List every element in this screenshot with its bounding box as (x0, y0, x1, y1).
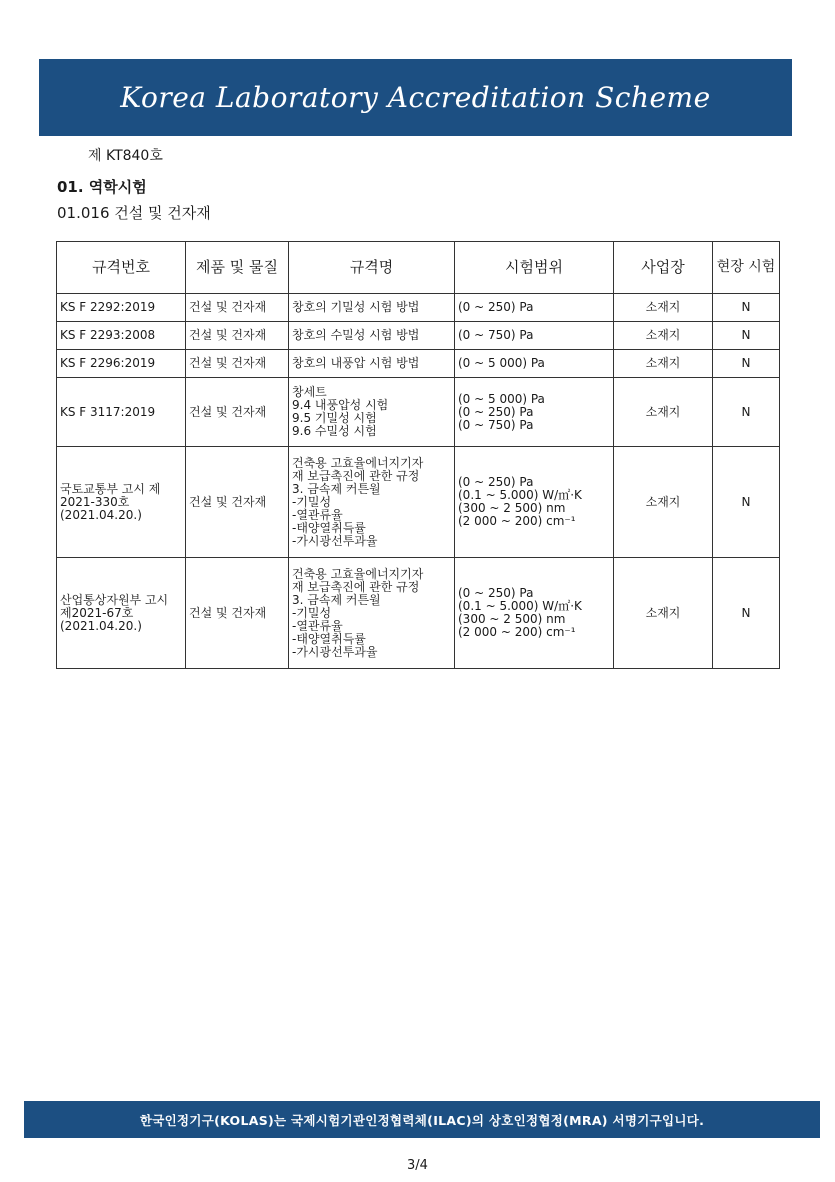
standard-name-line: -열관류율 (292, 507, 343, 522)
field-test: N (713, 447, 780, 558)
test-range-line: (0 ~ 750) Pa (458, 328, 534, 342)
standard-name-line: -태양열취득률 (292, 520, 366, 535)
site: 소재지 (614, 378, 713, 447)
test-range-line: (0 ~ 250) Pa (458, 404, 534, 419)
test-range (455, 558, 614, 669)
subsection-title: 01.016 건설 및 건자재 (57, 204, 211, 222)
standard-name-line: -기밀성 (292, 494, 332, 509)
test-range-line: (2 000 ~ 200) cm⁻¹ (458, 625, 576, 639)
table-row (57, 378, 780, 447)
product: 건설 및 건자재 (186, 294, 289, 322)
site: 소재지 (614, 447, 713, 558)
standard-code: 산업통상자원부 고시 제2021-67호 (2021.04.20.) (57, 558, 186, 669)
table-row (57, 294, 780, 322)
header-product: 제품 및 물질 (186, 242, 289, 294)
site: 소재지 (614, 350, 713, 378)
field-test: N (713, 558, 780, 669)
standard-name-line: 9.5 기밀성 시험 (292, 411, 377, 425)
product: 건설 및 건자재 (186, 378, 289, 447)
standard-name (289, 322, 455, 350)
test-range-line: (0 ~ 250) Pa (458, 475, 534, 489)
product: 건설 및 건자재 (186, 558, 289, 669)
site: 소재지 (614, 322, 713, 350)
standard-name-line: -가시광선투과율 (292, 644, 378, 659)
standard-code: 국토교통부 고시 제 2021-330호 (2021.04.20.) (57, 447, 186, 558)
standard-code: KS F 2293:2008 (57, 322, 186, 350)
test-range (455, 378, 614, 447)
header-standard-number: 규격번호 (57, 242, 186, 294)
site: 소재지 (614, 558, 713, 669)
page-number: 3/4 (407, 1158, 428, 1173)
test-range (455, 350, 614, 378)
standard-name (289, 378, 455, 447)
header-test-range: 시험범위 (455, 242, 614, 294)
product: 건설 및 건자재 (186, 350, 289, 378)
test-range-line: (2 000 ~ 200) cm⁻¹ (458, 514, 576, 528)
standard-name-line: 창호의 기밀성 시험 방법 (292, 300, 420, 314)
standard-name-line: 건축용 고효율에너지기자 (292, 455, 424, 470)
test-range-line: (0 ~ 250) Pa (458, 586, 534, 600)
standard-name (289, 294, 455, 322)
standard-name-line: 건축용 고효율에너지기자 (292, 566, 424, 581)
standard-name-line: 창세트 (292, 385, 327, 399)
test-range (455, 294, 614, 322)
standard-name (289, 350, 455, 378)
table-row (57, 322, 780, 350)
field-test: N (713, 350, 780, 378)
standard-name-line: -기밀성 (292, 605, 332, 620)
field-test: N (713, 378, 780, 447)
table-row (57, 350, 780, 378)
footer-banner (24, 1101, 820, 1138)
standard-name (289, 447, 455, 558)
test-range-line: (0 ~ 750) Pa (458, 417, 534, 432)
standard-code: KS F 2292:2019 (57, 294, 186, 322)
product: 건설 및 건자재 (186, 322, 289, 350)
test-range-line: (0 ~ 5 000) Pa (458, 391, 545, 406)
accreditation-scope-table (56, 241, 780, 669)
product: 건설 및 건자재 (186, 447, 289, 558)
standard-name-line: 3. 금속제 커튼월 (292, 592, 381, 607)
standard-name-line: 9.4 내풍압성 시험 (292, 398, 389, 412)
table-row (57, 558, 780, 669)
certificate-number: 제 KT840호 (88, 148, 163, 164)
header-site: 사업장 (614, 242, 713, 294)
footer-text: 한국인정기구(KOLAS)는 국제시험기관인정협력체(ILAC)의 상호인정협정(MRA) 서명기구입니다. (139, 1112, 705, 1128)
header-field-test: 현장 시험 (713, 242, 780, 294)
test-range (455, 447, 614, 558)
standard-code: KS F 2296:2019 (57, 350, 186, 378)
test-range-line: (300 ~ 2 500) nm (458, 612, 566, 626)
standard-name (289, 558, 455, 669)
standard-name-line: 창호의 수밀성 시험 방법 (292, 328, 420, 342)
section-title: 01. 역학시험 (57, 178, 147, 196)
standard-name-line: -열관류율 (292, 618, 343, 633)
header-banner (39, 59, 792, 136)
table-header-row (57, 242, 780, 294)
site: 소재지 (614, 294, 713, 322)
field-test: N (713, 322, 780, 350)
test-range-line: (300 ~ 2 500) nm (458, 501, 566, 515)
test-range-line: (0 ~ 250) Pa (458, 300, 534, 314)
test-range-line: (0.1 ~ 5.000) W/㎡·K (458, 488, 582, 502)
header-standard-name: 규격명 (289, 242, 455, 294)
test-range-line: (0.1 ~ 5.000) W/㎡·K (458, 599, 582, 613)
standard-name-line: 3. 금속제 커튼월 (292, 481, 381, 496)
standard-code: KS F 3117:2019 (57, 378, 186, 447)
table-row (57, 447, 780, 558)
field-test: N (713, 294, 780, 322)
standard-name-line: 9.6 수밀성 시험 (292, 424, 377, 438)
standard-name-line: 재 보급촉진에 관한 규정 (292, 579, 420, 594)
header-title: Korea Laboratory Accreditation Scheme (120, 81, 711, 114)
standard-name-line: 재 보급촉진에 관한 규정 (292, 468, 420, 483)
standard-name-line: 창호의 내풍압 시험 방법 (292, 356, 420, 370)
standard-name-line: -가시광선투과율 (292, 533, 378, 548)
test-range (455, 322, 614, 350)
standard-name-line: -태양열취득률 (292, 631, 366, 646)
test-range-line: (0 ~ 5 000) Pa (458, 356, 545, 370)
